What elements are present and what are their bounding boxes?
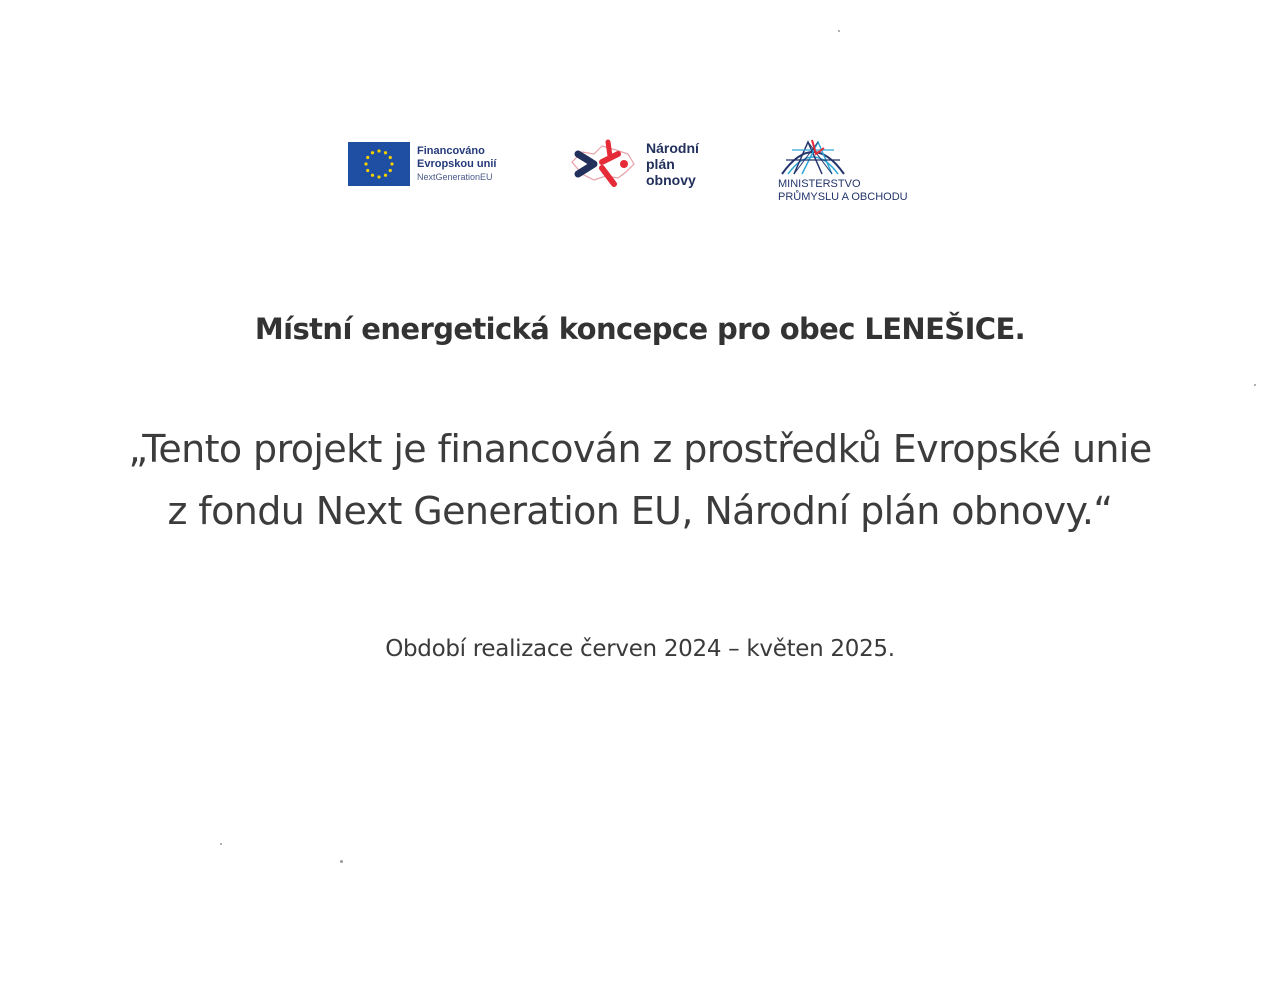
scan-speck [1254,384,1256,386]
document-title: Místní energetická koncepce pro obec LENEŠICE. [254,312,1026,346]
mpo-text-line1: MINISTERSTVO [778,178,861,190]
eu-funding-logo [348,142,496,186]
eu-star-icon [390,162,393,165]
eu-star-icon [384,151,387,154]
eu-funding-text [417,145,496,184]
eu-star-icon [377,149,380,152]
eu-text-line2: Evropskou unií [417,157,497,170]
npo-text-line3: obnovy [646,172,696,188]
funding-statement [0,418,1280,542]
scan-speck [838,30,840,32]
ministerstvo-logo [778,136,908,204]
eu-star-icon [389,169,392,172]
eu-star-icon [366,156,369,159]
funding-statement-line2: z fondu Next Generation EU, Národní plán obnovy.“ [167,489,1113,533]
npo-text-line1: Národní [646,140,699,156]
eu-star-icon [371,151,374,154]
funding-statement-line1: „Tento projekt je financován z prostředků Evropské unie [128,427,1152,471]
scan-speck [220,843,222,845]
scan-speck [340,860,343,863]
eu-star-icon [389,156,392,159]
eu-star-icon [364,162,367,165]
eu-text-line3: NextGenerationEU [417,171,493,182]
eu-star-icon [377,175,380,178]
narodni-plan-obnovy-icon [568,132,638,196]
npo-text-line2: plán [646,156,675,172]
ministerstvo-globe-icon [778,136,848,176]
eu-star-icon [384,174,387,177]
realization-period: Období realizace červen 2024 – květen 2025. [385,636,895,662]
narodni-plan-obnovy-text [646,140,699,188]
mpo-text-line2: PRŮMYSLU A OBCHODU [778,191,908,203]
logo-bar [0,132,1280,222]
ministerstvo-text [778,178,908,204]
narodni-plan-obnovy-logo [568,132,699,196]
eu-star-icon [371,174,374,177]
eu-star-icon [366,169,369,172]
eu-text-line1: Financováno [417,144,485,157]
eu-flag-icon [348,142,410,186]
